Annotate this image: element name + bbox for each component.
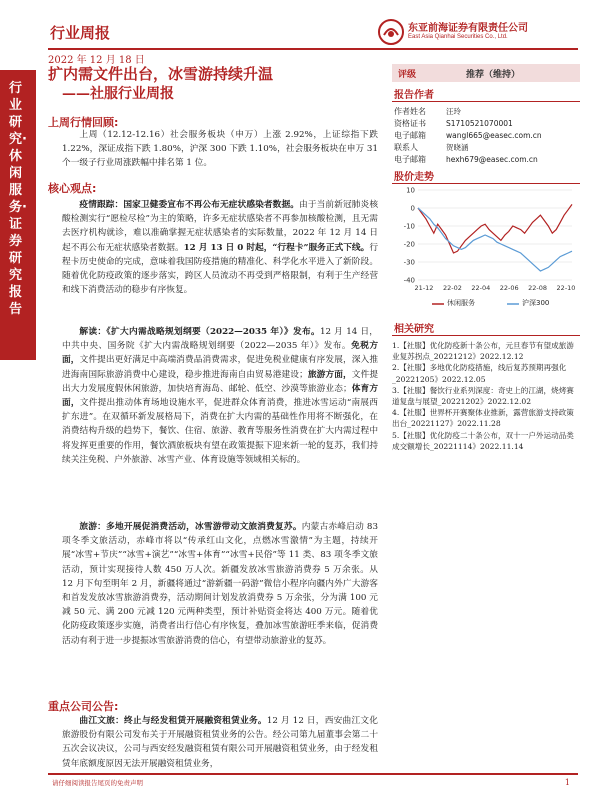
related-item[interactable]: 2.【社服】多地优化防疫措施，线后复苏预期再强化_20221205》2022.12.05	[392, 363, 567, 384]
core-p2-lead: 解读：	[79, 327, 107, 337]
core-p2-text2: 文件提出更好满足中高端消费品消费需求，促进免税业健康有序发展，深入推进海南国际旅游消费中心建设，稳步推进海南自由贸易港建设；	[62, 355, 379, 380]
legend-swatch-series1	[432, 300, 444, 308]
sidebar-band	[0, 70, 36, 360]
x-tick-label: 21-12	[414, 284, 434, 292]
related-item[interactable]: 3.【社服】餐饮行业系列深度：奇史上的江湖，烧烤赛道复盘与展望_20221202》2022.12.02	[392, 385, 574, 407]
rating-bar	[392, 64, 580, 82]
logo-cn-name: 东亚前海证券有限责任公司	[408, 23, 528, 34]
analyst-key: 资格证书	[394, 119, 426, 128]
core-paragraph-3	[62, 520, 378, 648]
page-number: 1	[564, 778, 570, 787]
page-subtitle: ——社服行业周报	[62, 86, 174, 102]
core-p3-bold: 旅游：多地开展促消费活动，冰雪游带动文旅消费复苏。	[79, 522, 302, 532]
sidebar-text: 行业研究·休闲服务·证券研究报告	[9, 81, 27, 317]
core-heading: 核心观点:	[48, 182, 97, 195]
core-p1-bold2: 12 月 13 日 0 时起，“行程卡”服务正式下线。	[183, 242, 370, 253]
legend-label-series2: 沪深300	[522, 299, 550, 307]
core-paragraph-1	[62, 198, 378, 297]
analyst-value: 汪玲	[446, 107, 461, 116]
legend-label-series1: 休闲服务	[447, 299, 475, 307]
analyst-key: 电子邮箱	[394, 155, 426, 164]
report-type: 行业周报	[50, 24, 111, 42]
footer	[48, 773, 578, 791]
core-paragraph-2	[62, 325, 378, 467]
related-heading: 相关研究	[392, 320, 580, 336]
core-p1-text1: 由于当前新冠肺炎核酸检测实行“愿检尽检”为主的策略，许多无症状感染者不再参加核酸检测，且无需去医疗机构就诊，难以准确掌握无症状感染者的实际数量，2022 年 12 月 14 日起不再公布无症状感染者数据。	[62, 200, 379, 253]
core-p3-text: 内蒙古赤峰启动 83 项冬季文旅活动，赤峰市将以“传承红山文化，点燃冰雪激情”为主题，持续开展“冰雪+节庆”“冰雪+演艺”“冰雪+体育”“冰雪+民俗”等 11 类、83 项冬季文旅活动，预计实现接待人数 450 万人次。新疆发放冰雪旅游消费券 5 万余张。从 12 月下旬至明年 2 月，新疆将通过“游新疆一码游”微信小程序向疆内外广大游客和首发发放冰雪旅游消费券，活动期间计划发放消费券 5 万余张，分为满 100 元减 50 元、满 200 元减 120 元两种类型，预计补贴资金将达 400 万元。随着优化防疫政策逐步实施，消费者出行信心有序恢复，叠加冰雪旅游旺季来临，促消费活动有利于进一步提振冰雪旅游消费的信心，有望带动旅游业的复苏。	[62, 522, 378, 646]
core-p1-bold1: 疫情跟踪：国家卫健委宣布不再公布无症状感染者数据。	[79, 200, 300, 210]
related-item[interactable]: 1.【社服】优化防疫新十条公布，元旦春节有望成旅游业复苏拐点_20221212》2022.12.12	[392, 341, 574, 362]
rating-value: 推荐（维持）	[466, 70, 521, 80]
company-logo	[378, 16, 578, 46]
stock-chart	[392, 184, 580, 296]
series-line-2	[418, 208, 572, 271]
y-tick-label: 0	[410, 204, 415, 213]
market-review-heading: 上周行情回顾:	[48, 116, 119, 129]
chart-legend	[402, 298, 580, 310]
y-tick-label: 10	[406, 186, 415, 195]
header-bar	[48, 16, 578, 50]
core-p1-text2: 行程卡历史使命的完成，意味着我国防疫措施的精准化、科学化水平进入了新阶段。随着优化防疫政策的逐步落实，跨区人员流动不再受到严格限制，有利于生产经营和线下消费活动的稳步有序恢复。	[62, 242, 379, 296]
core-p2-text4: 文件提出推动体育场地设施水平，促进群众体育消费，推进冰雪运动“南展西扩东进”。在双循环新发展格局下，消费在扩大内需的基础性作用将不断强化，在消费结构升级的趋势下，餐饮、住宿、旅游、教育等服务性消费在扩大内需过程中将发挥更重要的作用，餐饮酒旅板块有望在政策提振下迎来新一轮的复苏，我们持续关注免税、户外旅游、冰雪产业、体育设施等领域相关标的。	[62, 398, 378, 465]
analyst-value: S1710521070001	[446, 119, 513, 128]
y-tick-label: -40	[403, 276, 415, 285]
core-p2-bold4: 体育方面，	[62, 383, 379, 409]
company-bold: 曲江文旅：终止与经发租赁开展融资租赁业务。	[79, 716, 267, 726]
legend-swatch-series2	[507, 300, 519, 308]
analyst-key: 电子邮箱	[394, 131, 426, 140]
company-paragraph	[62, 714, 378, 771]
core-p2-bold3: 旅游方面，	[307, 369, 352, 380]
x-tick-label: 22-06	[499, 284, 519, 292]
analyst-value: hexh679@easec.com.cn	[446, 155, 538, 164]
rating-label: 评级	[398, 70, 417, 80]
logo-icon	[378, 19, 404, 45]
core-p2-bold1: 《扩大内需战略规划纲要（2022—2035 年）》发布。	[106, 327, 320, 337]
core-p2-text1: 12 月 14 日，中共中央、国务院《扩大内需战略规划纲要（2022—2035 年）》发布。	[62, 327, 378, 352]
core-p2-bold2: 免税方面，	[62, 341, 379, 366]
y-tick-label: -10	[403, 222, 415, 231]
company-text: 12 月 12 日，西安曲江文化旅游股份有限公司发布关于开展融资租赁业务的公告。经公司第九届董事会第二十五次会议决议，公司与西安经发融资租赁有限公司开展融资租赁业务，由于经发租赁年底额度原因无法开展融资租赁业务，	[62, 716, 378, 769]
y-tick-label: -30	[403, 258, 415, 267]
series-line-1	[418, 204, 572, 253]
x-tick-label: 22-04	[471, 284, 491, 292]
title-block	[48, 64, 378, 104]
core-p2-text3: 文件提出大力发展度假休闲旅游，加快培育海岛、邮轮、低空、沙漠等旅游业态；	[62, 369, 379, 394]
related-item[interactable]: 5.【社服】优化防疫二十条公布，双十一户外运动品类成交额增长_20221114》2022.11.14	[392, 430, 574, 451]
x-tick-label: 22-08	[528, 284, 548, 292]
analyst-value: wangl665@easec.com.cn	[446, 131, 542, 140]
page-title: 扩内需文件出台，冰雪游持续升温	[48, 65, 274, 83]
analyst-heading: 报告作者	[392, 86, 580, 102]
y-tick-label: -20	[403, 240, 415, 249]
logo-en-name: East Asia Qianhai Securities Co., Ltd.	[408, 34, 508, 40]
x-tick-label: 22-10	[556, 284, 576, 292]
related-list	[392, 340, 580, 452]
chart-heading: 股价走势	[392, 168, 580, 184]
analyst-key: 联系人	[394, 143, 418, 152]
market-review-text: 上周（12.12-12.16）社会服务板块（申万）上涨 2.92%，上证综指下跌 1.22%，深证成指下跌 1.80%，沪深 300 下跌 1.10%，社会服务板块在申万 31 个一级子行业周涨跌幅中排名第 1 位。	[62, 130, 378, 169]
x-tick-label: 22-02	[442, 284, 462, 292]
analyst-value: 贺晓涵	[446, 143, 469, 152]
company-heading: 重点公司公告:	[48, 700, 119, 713]
report-date: 2022 年 12 月 18 日	[48, 55, 145, 66]
related-item[interactable]: 4.【社服】世界杯开赛聚体业推新，露营旅游支持政策出台_20221127》2022.11.28	[392, 408, 574, 429]
disclaimer-note: 请仔细阅读报告尾页的免责声明	[52, 779, 143, 787]
analyst-key: 作者姓名	[394, 107, 426, 116]
